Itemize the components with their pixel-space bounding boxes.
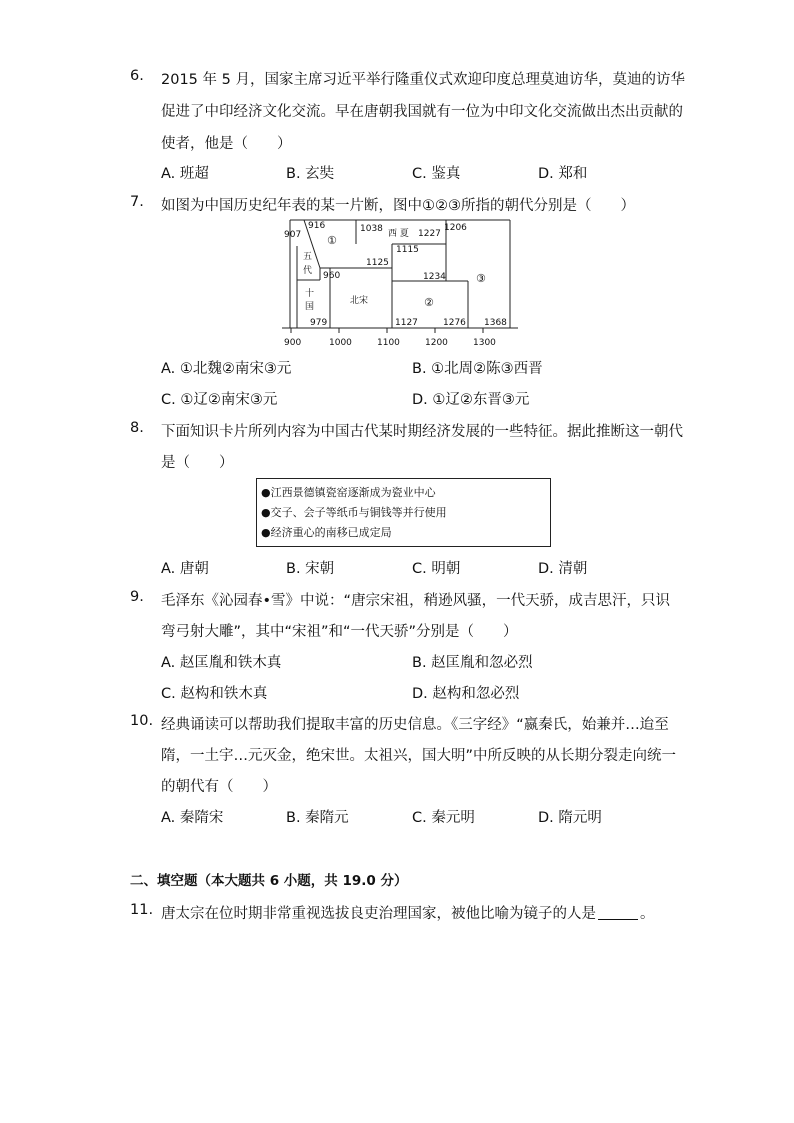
option-d[interactable]: D. 清朝 xyxy=(538,561,588,577)
option-c[interactable]: C. 鉴真 xyxy=(412,166,461,182)
label-guo: 国 xyxy=(305,302,315,312)
card-item: ●江西景德镇瓷窑逐渐成为瓷业中心 xyxy=(261,486,436,499)
question-number: 8. xyxy=(130,420,144,436)
option-d[interactable]: D. 隋元明 xyxy=(538,810,602,826)
option-b[interactable]: B. 玄奘 xyxy=(286,166,335,182)
card-item: ●交子、会子等纸币与铜钱等并行使用 xyxy=(261,506,447,519)
question-text-line: 的朝代有（ ） xyxy=(161,779,277,795)
question-text-line: 使者，他是（ ） xyxy=(161,136,292,152)
label-979: 979 xyxy=(310,318,328,328)
label-circle-3: ③ xyxy=(476,272,486,285)
option-b[interactable]: B. ①北周②陈③西晋 xyxy=(412,361,543,377)
option-d[interactable]: D. 郑和 xyxy=(538,166,588,182)
option-c[interactable]: C. 秦元明 xyxy=(412,810,475,826)
axis-tick-1100: 1100 xyxy=(377,338,400,348)
label-shi: 十 xyxy=(305,289,315,299)
label-xixia: 西 夏 xyxy=(388,229,409,239)
label-960: 960 xyxy=(323,271,341,281)
question-text-line: 经典诵读可以帮助我们提取丰富的历史信息。《三字经》“嬴秦氏，始兼并…迨至 xyxy=(161,717,669,733)
answer-blank[interactable] xyxy=(598,919,638,920)
label-1038: 1038 xyxy=(360,224,383,234)
label-wudai-2: 代 xyxy=(303,266,313,276)
knowledge-card xyxy=(256,478,551,547)
label-circle-2: ② xyxy=(424,296,434,309)
label-beisong: 北宋 xyxy=(350,296,369,306)
question-end-punct: 。 xyxy=(640,906,655,922)
chronology-diagram xyxy=(280,216,520,350)
question-number: 9. xyxy=(130,589,144,605)
label-1115: 1115 xyxy=(396,245,419,255)
question-text-line xyxy=(161,902,655,923)
option-c[interactable]: C. ①辽②南宋③元 xyxy=(161,392,278,408)
label-1276: 1276 xyxy=(443,318,466,328)
option-b[interactable]: B. 赵匡胤和忽必烈 xyxy=(412,655,533,671)
option-a[interactable]: A. 赵匡胤和铁木真 xyxy=(161,655,282,671)
question-number: 10. xyxy=(130,713,154,729)
label-1206: 1206 xyxy=(444,223,467,233)
question-number: 7. xyxy=(130,194,144,210)
axis-tick-1000: 1000 xyxy=(329,338,352,348)
question-number: 11. xyxy=(130,902,154,918)
option-a[interactable]: A. 唐朝 xyxy=(161,561,209,577)
option-a[interactable]: A. ①北魏②南宋③元 xyxy=(161,361,292,377)
question-text-line: 毛泽东《沁园春•雪》中说：“唐宗宋祖，稍逊风骚，一代天骄，成吉思汗，只识 xyxy=(161,593,671,609)
label-1127: 1127 xyxy=(395,318,418,328)
question-text: 唐太宗在位时期非常重视选拔良吏治理国家，被他比喻为镜子的人是 xyxy=(161,906,596,922)
question-text-line: 如图为中国历史纪年表的某一片断，图中①②③所指的朝代分别是（ ） xyxy=(161,198,635,214)
option-c[interactable]: C. 明朝 xyxy=(412,561,461,577)
axis-tick-1300: 1300 xyxy=(473,338,496,348)
option-b[interactable]: B. 宋朝 xyxy=(286,561,335,577)
card-item: ●经济重心的南移已成定局 xyxy=(261,526,392,539)
question-text-line: 下面知识卡片所列内容为中国古代某时期经济发展的一些特征。据此推断这一朝代 xyxy=(161,424,683,440)
axis-tick-1200: 1200 xyxy=(425,338,448,348)
question-text-line: 2015 年 5 月，国家主席习近平举行隆重仪式欢迎印度总理莫迪访华，莫迪的访华 xyxy=(161,72,685,88)
axis-tick-900: 900 xyxy=(284,338,302,348)
option-b[interactable]: B. 秦隋元 xyxy=(286,810,349,826)
label-1234: 1234 xyxy=(423,272,446,282)
label-1227: 1227 xyxy=(418,229,441,239)
section-heading: 二、填空题（本大题共 6 小题，共 19.0 分） xyxy=(130,873,408,889)
question-text-line: 隋，一土宇…元灭金，绝宋世。太祖兴，国大明”中所反映的从长期分裂走向统一 xyxy=(161,748,677,764)
option-a[interactable]: A. 班超 xyxy=(161,166,209,182)
question-text-line: 是（ ） xyxy=(161,455,234,471)
label-916: 916 xyxy=(308,221,326,231)
question-text-line: 弯弓射大雕”，其中“宋祖”和“一代天骄”分别是（ ） xyxy=(161,624,518,640)
option-d[interactable]: D. ①辽②东晋③元 xyxy=(412,392,530,408)
label-907: 907 xyxy=(284,230,302,240)
label-1368: 1368 xyxy=(484,318,507,328)
label-1125: 1125 xyxy=(366,258,389,268)
label-circle-1: ① xyxy=(327,234,337,247)
label-wudai-1: 五 xyxy=(303,252,313,262)
option-c[interactable]: C. 赵构和铁木真 xyxy=(161,686,268,702)
option-a[interactable]: A. 秦隋宋 xyxy=(161,810,224,826)
question-number: 6. xyxy=(130,68,144,84)
option-d[interactable]: D. 赵构和忽必烈 xyxy=(412,686,520,702)
question-text-line: 促进了中印经济文化交流。早在唐朝我国就有一位为中印文化交流做出杰出贡献的 xyxy=(161,104,683,120)
